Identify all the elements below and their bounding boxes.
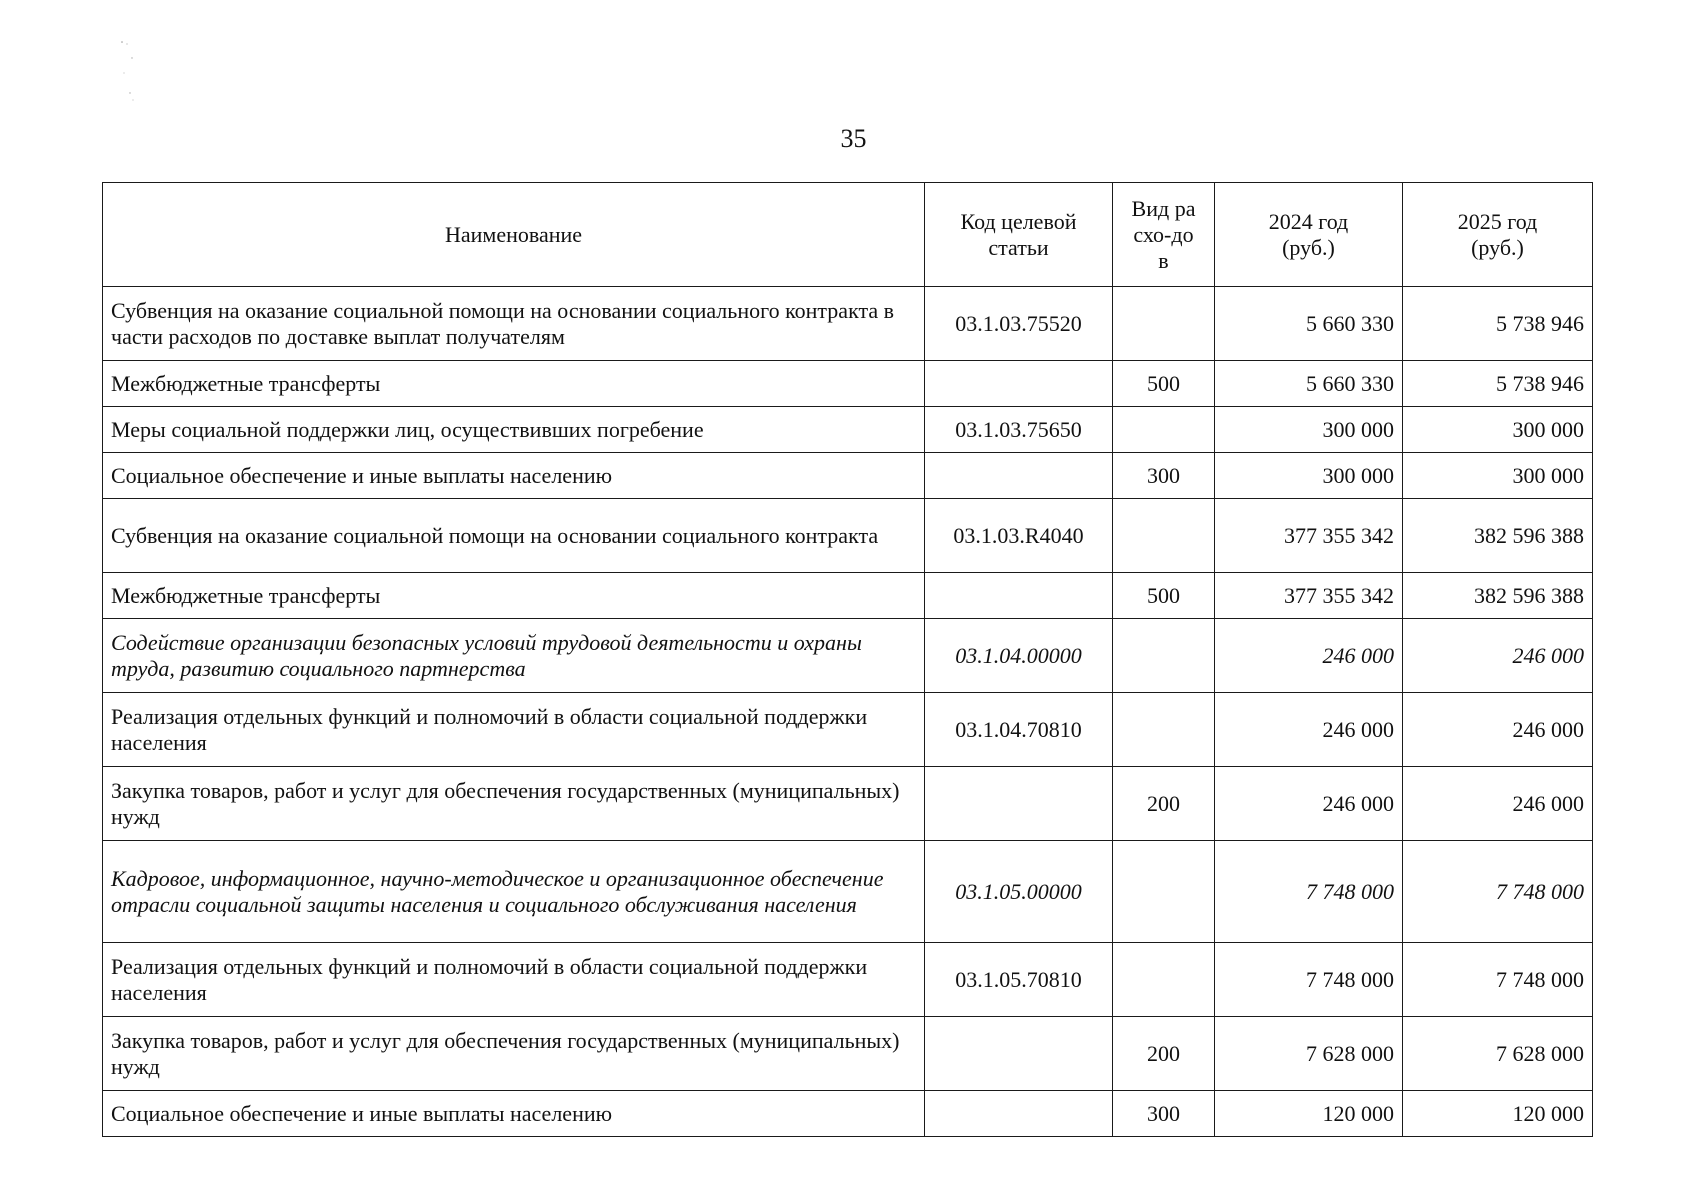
row-code-cell: 03.1.05.00000 <box>925 841 1113 943</box>
row-kind-cell: 300 <box>1113 453 1215 499</box>
row-kind-cell: 300 <box>1113 1091 1215 1137</box>
row-kind-cell: 200 <box>1113 767 1215 841</box>
scan-artifact <box>118 38 148 108</box>
row-code-cell: 03.1.03.75520 <box>925 287 1113 361</box>
row-2025-cell: 246 000 <box>1403 619 1593 693</box>
row-code-cell: 03.1.04.70810 <box>925 693 1113 767</box>
row-name-cell: Закупка товаров, работ и услуг для обеспечения государственных (муниципальных) нужд <box>103 1017 925 1091</box>
row-code-cell: 03.1.03.R4040 <box>925 499 1113 573</box>
row-2024-cell: 300 000 <box>1215 407 1403 453</box>
table-row <box>103 1017 1593 1091</box>
row-name-cell: Реализация отдельных функций и полномочий в области социальной поддержки населения <box>103 693 925 767</box>
row-2025-cell: 7 748 000 <box>1403 841 1593 943</box>
row-kind-cell: 500 <box>1113 361 1215 407</box>
row-kind-cell <box>1113 619 1215 693</box>
row-name-cell: Социальное обеспечение и иные выплаты населению <box>103 453 925 499</box>
row-kind-cell <box>1113 407 1215 453</box>
row-2025-cell: 300 000 <box>1403 453 1593 499</box>
table-header-row <box>103 183 1593 287</box>
header-code-text: Код целевой статьи <box>960 208 1077 260</box>
row-name-cell: Межбюджетные трансферты <box>103 573 925 619</box>
table-row <box>103 287 1593 361</box>
row-name-cell: Кадровое, информационное, научно-методическое и организационное обеспечение отрасли социальной защиты населения и социального обслуживания населения <box>103 841 925 943</box>
header-kind <box>1113 183 1215 287</box>
header-kind-text: Вид расхо-дов <box>1131 195 1196 273</box>
table-row <box>103 619 1593 693</box>
row-code-cell <box>925 361 1113 407</box>
row-2025-cell: 382 596 388 <box>1403 499 1593 573</box>
row-2025-cell: 382 596 388 <box>1403 573 1593 619</box>
header-year-2024 <box>1215 183 1403 287</box>
row-code-cell <box>925 573 1113 619</box>
page-number <box>0 124 1697 154</box>
row-name-cell: Содействие организации безопасных условий трудовой деятельности и охраны труда, развитию социального партнерства <box>103 619 925 693</box>
table-row <box>103 573 1593 619</box>
row-2025-cell: 120 000 <box>1403 1091 1593 1137</box>
row-2025-cell: 300 000 <box>1403 407 1593 453</box>
row-name-cell: Межбюджетные трансферты <box>103 361 925 407</box>
row-code-cell: 03.1.03.75650 <box>925 407 1113 453</box>
row-2024-cell: 5 660 330 <box>1215 287 1403 361</box>
row-name-cell: Реализация отдельных функций и полномочий в области социальной поддержки населения <box>103 943 925 1017</box>
table-row <box>103 693 1593 767</box>
row-code-cell: 03.1.05.70810 <box>925 943 1113 1017</box>
row-kind-cell <box>1113 287 1215 361</box>
row-kind-cell: 500 <box>1113 573 1215 619</box>
row-name-cell: Закупка товаров, работ и услуг для обеспечения государственных (муниципальных) нужд <box>103 767 925 841</box>
row-name-cell: Субвенция на оказание социальной помощи на основании социального контракта в части расходов по доставке выплат получателям <box>103 287 925 361</box>
row-2025-cell: 7 748 000 <box>1403 943 1593 1017</box>
table-row <box>103 943 1593 1017</box>
table-row <box>103 499 1593 573</box>
row-2024-cell: 377 355 342 <box>1215 499 1403 573</box>
row-2024-cell: 7 748 000 <box>1215 841 1403 943</box>
table-row <box>103 841 1593 943</box>
header-year-2024-text: 2024 год (руб.) <box>1268 208 1349 260</box>
row-2025-cell: 246 000 <box>1403 693 1593 767</box>
row-name-cell: Социальное обеспечение и иные выплаты населению <box>103 1091 925 1137</box>
row-name-cell: Субвенция на оказание социальной помощи на основании социального контракта <box>103 499 925 573</box>
header-year-2025 <box>1403 183 1593 287</box>
row-2025-cell: 5 738 946 <box>1403 361 1593 407</box>
budget-table <box>102 182 1593 1137</box>
row-kind-cell <box>1113 841 1215 943</box>
row-2024-cell: 5 660 330 <box>1215 361 1403 407</box>
row-kind-cell <box>1113 499 1215 573</box>
row-2024-cell: 7 628 000 <box>1215 1017 1403 1091</box>
row-2024-cell: 246 000 <box>1215 619 1403 693</box>
row-2024-cell: 246 000 <box>1215 693 1403 767</box>
table-row <box>103 767 1593 841</box>
row-name-cell: Меры социальной поддержки лиц, осуществивших погребение <box>103 407 925 453</box>
row-2024-cell: 120 000 <box>1215 1091 1403 1137</box>
row-code-cell <box>925 1091 1113 1137</box>
header-code <box>925 183 1113 287</box>
table-row <box>103 453 1593 499</box>
row-2024-cell: 7 748 000 <box>1215 943 1403 1017</box>
row-kind-cell: 200 <box>1113 1017 1215 1091</box>
row-2024-cell: 300 000 <box>1215 453 1403 499</box>
row-code-cell: 03.1.04.00000 <box>925 619 1113 693</box>
row-code-cell <box>925 1017 1113 1091</box>
row-code-cell <box>925 767 1113 841</box>
row-kind-cell <box>1113 693 1215 767</box>
row-2025-cell: 7 628 000 <box>1403 1017 1593 1091</box>
table-row <box>103 407 1593 453</box>
page-number-text: 35 <box>840 124 867 153</box>
table-row <box>103 361 1593 407</box>
row-2025-cell: 246 000 <box>1403 767 1593 841</box>
row-code-cell <box>925 453 1113 499</box>
row-2024-cell: 377 355 342 <box>1215 573 1403 619</box>
row-2025-cell: 5 738 946 <box>1403 287 1593 361</box>
row-2024-cell: 246 000 <box>1215 767 1403 841</box>
row-kind-cell <box>1113 943 1215 1017</box>
header-year-2025-text: 2025 год (руб.) <box>1457 208 1538 260</box>
header-name: Наименование <box>103 183 925 287</box>
table-row <box>103 1091 1593 1137</box>
